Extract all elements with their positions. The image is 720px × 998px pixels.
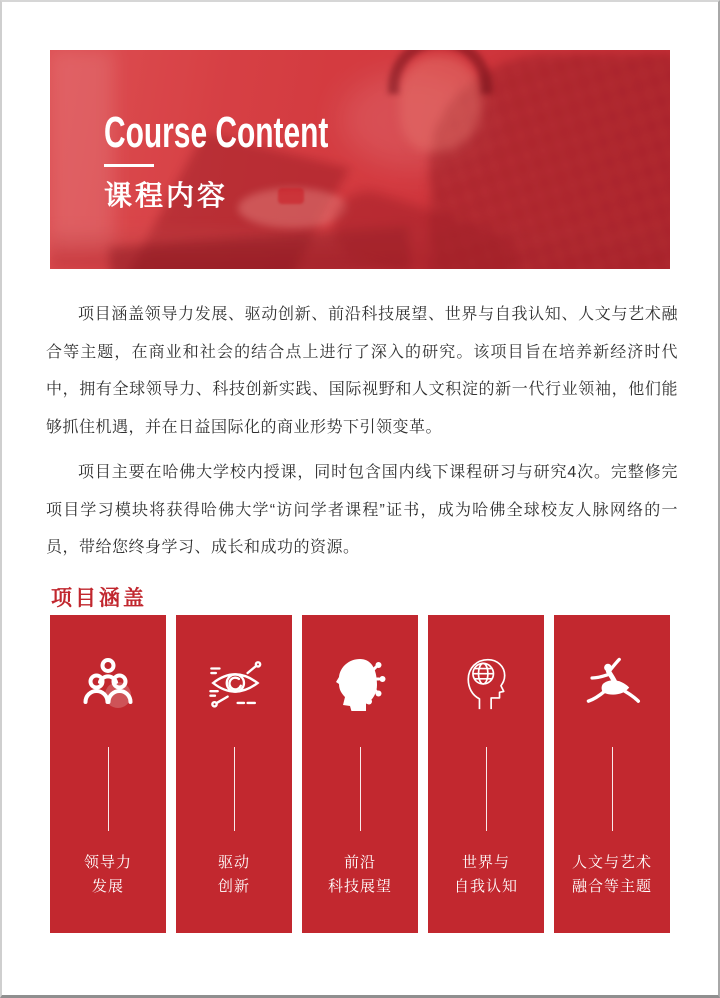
topic-card-arts — [554, 615, 670, 933]
card-label-line1: 世界与 — [461, 854, 510, 871]
card-label-line2: 创新 — [217, 878, 250, 895]
hero-divider — [104, 164, 154, 167]
headphones-shape — [388, 50, 492, 94]
card-divider-line — [486, 747, 487, 831]
paragraph-certification: 项目主要在哈佛大学校内授课，同时包含国内线下课程研习与研究4次。完整修完项目学习模块将获得哈佛大学“访问学者课程”证书，成为哈佛全球校友人脉网络的一员，带给您终身学习、成长和成功的资源。 — [46, 464, 678, 556]
globe-mind-icon — [457, 655, 515, 711]
paragraph-overview: 项目涵盖领导力发展、驱动创新、前沿科技展望、世界与自我认知、人文与艺术融合等主题，在商业和社会的结合点上进行了深入的研究。该项目旨在培养新经济时代中，拥有全球领导力、科技创新实践、国际视野和人文积淀的新一代行业领袖，他们能够抓住机遇，并在日益国际化的商业形势下引领变革。 — [46, 306, 678, 436]
topic-card-leadership — [50, 615, 166, 933]
card-divider-line — [234, 747, 235, 831]
card-divider-line — [108, 747, 109, 831]
card-divider-line — [360, 747, 361, 831]
ballet-dancer-icon — [583, 655, 641, 711]
tech-circuit-head-icon — [331, 655, 389, 711]
leadership-team-icon — [79, 655, 137, 711]
topic-card-world-self — [428, 615, 544, 933]
topic-cards-row — [50, 615, 670, 933]
card-label-line1: 驱动 — [217, 854, 250, 871]
body-text — [46, 296, 678, 567]
innovation-vision-eye-icon — [205, 655, 263, 711]
card-label — [302, 851, 418, 899]
card-label — [50, 851, 166, 899]
hero-banner — [50, 50, 670, 269]
hero-text-block — [104, 108, 434, 211]
card-label-line2: 发展 — [91, 878, 124, 895]
card-label — [554, 851, 670, 899]
card-label — [176, 851, 292, 899]
hero-title-en: Course Content — [104, 108, 329, 157]
card-label — [428, 851, 544, 899]
hero-title-zh: 课程内容 — [104, 180, 229, 211]
card-label-line2: 自我认知 — [453, 878, 518, 895]
card-label-line1: 前沿 — [343, 854, 376, 871]
card-label-line1: 人文与艺术 — [571, 854, 652, 871]
card-label-line2: 融合等主题 — [571, 878, 652, 895]
topic-card-frontier-tech — [302, 615, 418, 933]
card-label-line1: 领导力 — [83, 854, 132, 871]
section-title: 项目涵盖 — [51, 587, 147, 610]
topic-card-innovation — [176, 615, 292, 933]
card-divider-line — [612, 747, 613, 831]
card-label-line2: 科技展望 — [327, 878, 392, 895]
